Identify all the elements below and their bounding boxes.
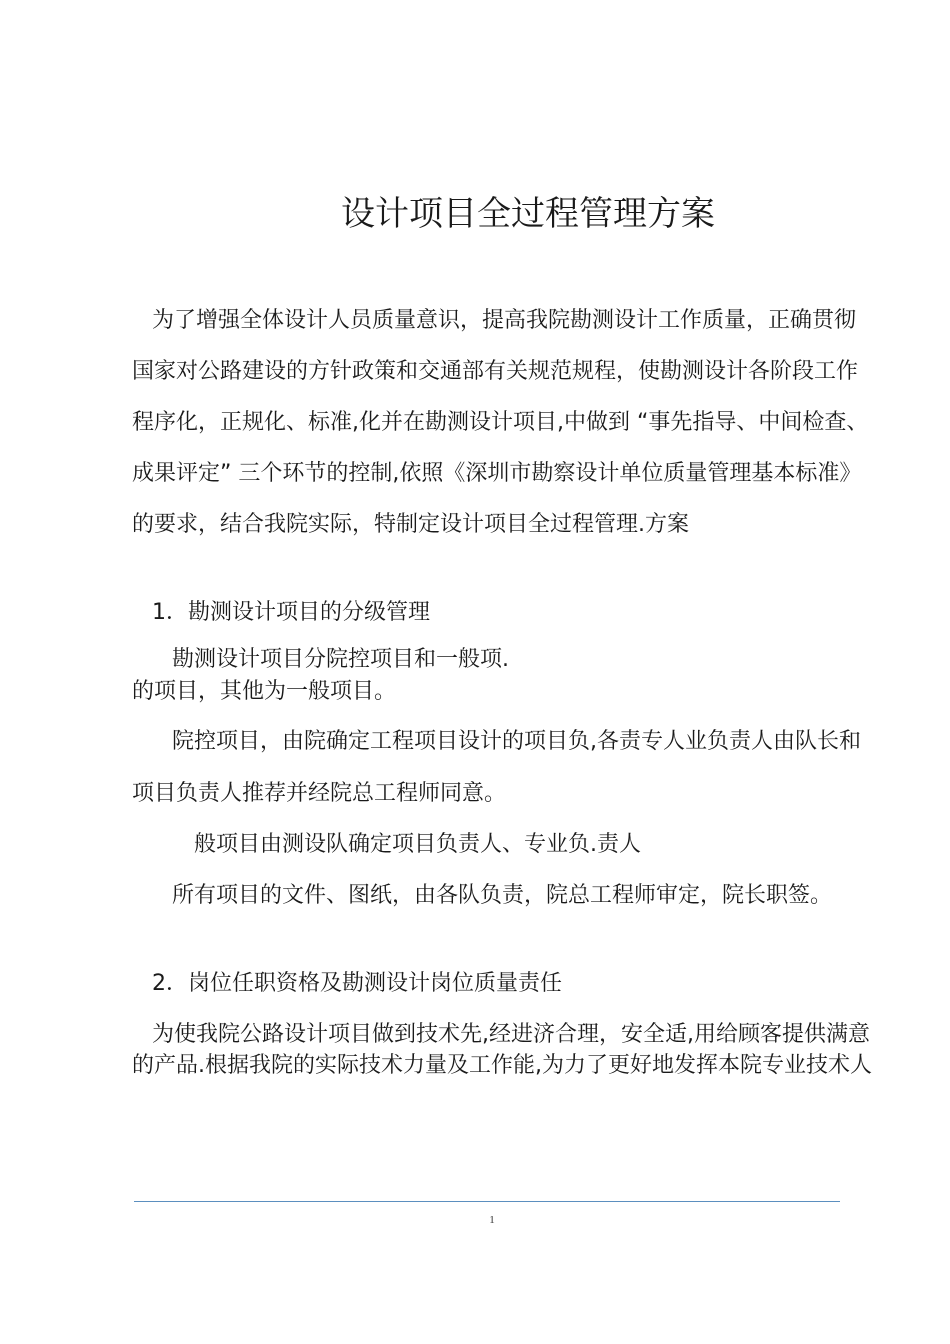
page-number: 1: [489, 1214, 495, 1226]
intro-line: 程序化，正规化、标准,化并在勘测设计项目,中做到 “事先指导、中间检查、: [132, 410, 869, 435]
body-line: 为使我院公路设计项目做到技术先,经进济合理，安全适,用给顾客提供满意: [152, 1022, 870, 1047]
body-line: 所有项目的文件、图纸，由各队负责，院总工程师审定，院长职签。: [172, 883, 833, 908]
body-line: 项目负责人推荐并经院总工程师同意。: [132, 781, 507, 806]
body-line: 院控项目，由院确定工程项目设计的项目负,各责专人业负责人由队长和: [172, 729, 861, 754]
intro-line: 的要求，结合我院实际，特制定设计项目全过程管理.方案: [132, 512, 689, 537]
body-line: 的项目，其他为一般项目。: [132, 679, 397, 704]
body-line: 般项目由测设队确定项目负责人、专业负.责人: [194, 832, 641, 857]
section-heading: 1．勘测设计项目的分级管理: [152, 600, 430, 625]
body-line: 勘测设计项目分院控项目和一般项.: [172, 647, 509, 672]
intro-line: 为了增强全体设计人员质量意识，提高我院勘测设计工作质量，正确贯彻: [152, 308, 857, 333]
footer-divider: [134, 1201, 840, 1202]
intro-line: 成果评定” 三个环节的控制,依照《深圳市勘察设计单位质量管理基本标准》: [132, 461, 862, 486]
body-line: 的产品.根据我院的实际技术力量及工作能,为力了更好地发挥本院专业技术人: [132, 1053, 872, 1078]
document-title: 设计项目全过程管理方案: [341, 194, 715, 234]
intro-line: 国家对公路建设的方针政策和交通部有关规范规程，使勘测设计各阶段工作: [132, 359, 859, 384]
section-heading: 2．岗位任职资格及勘测设计岗位质量责任: [152, 971, 562, 996]
